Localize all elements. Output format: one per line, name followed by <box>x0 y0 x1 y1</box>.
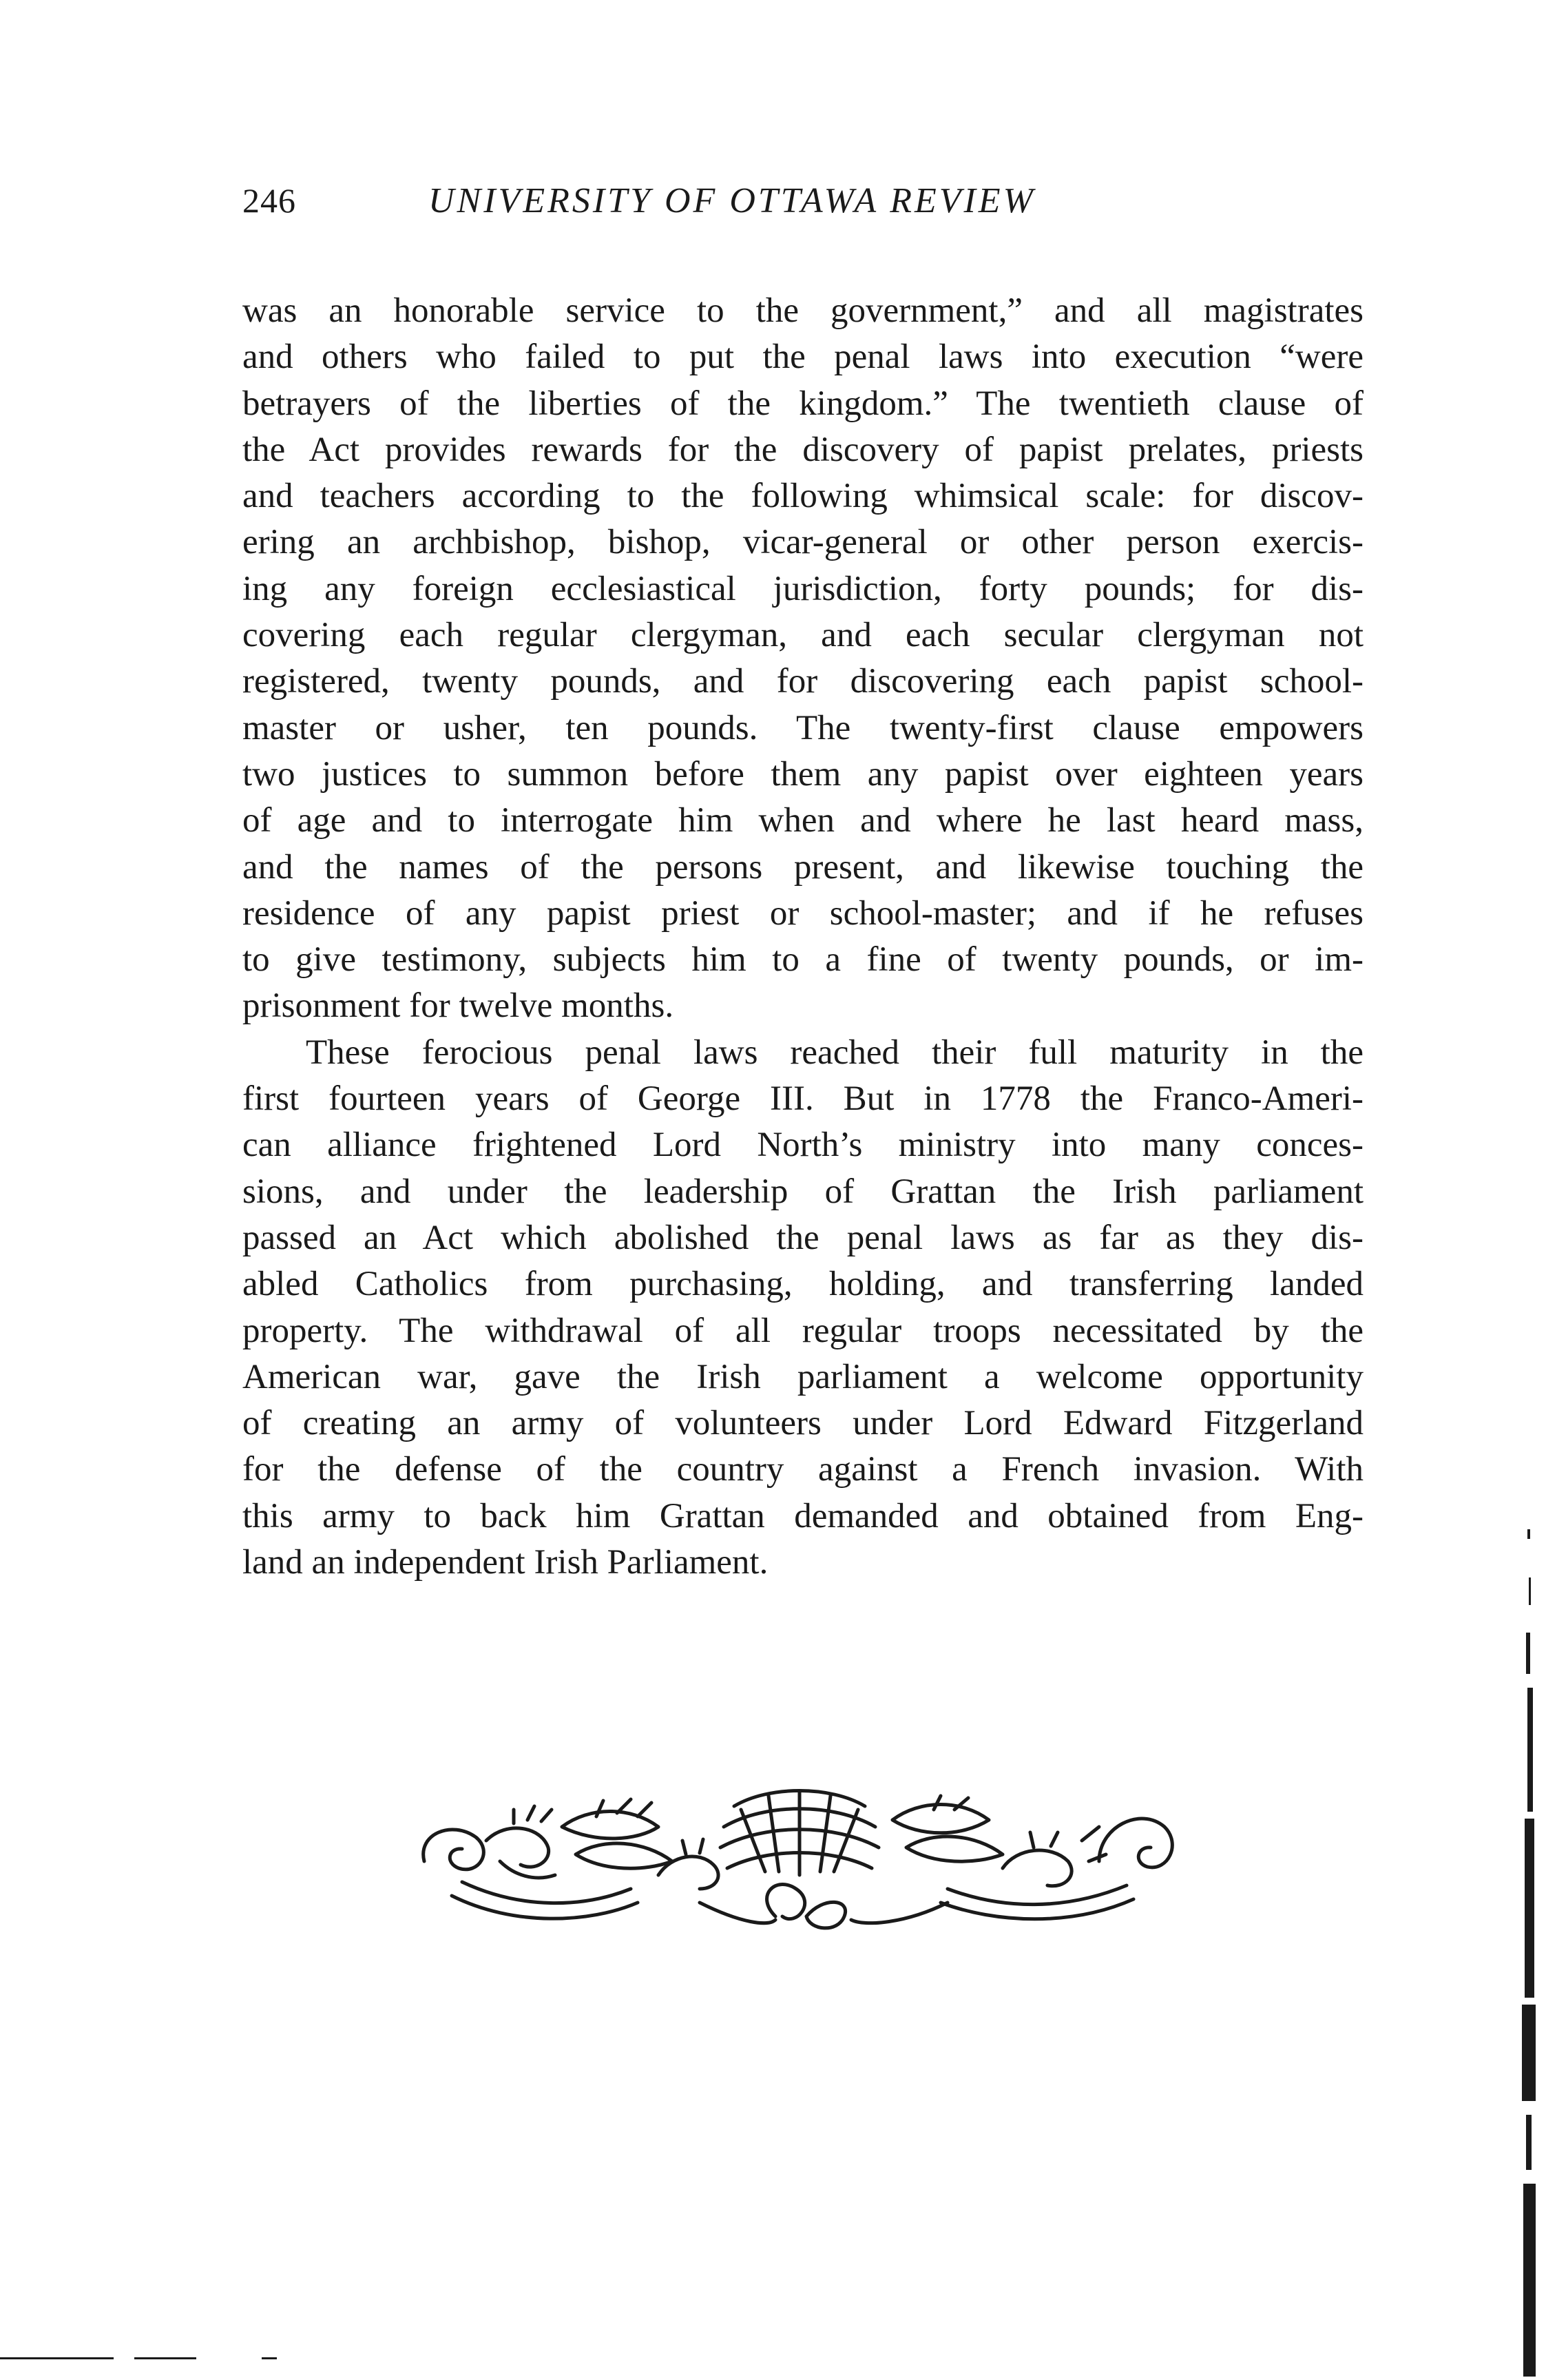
body-text <box>242 288 1364 1586</box>
text-line: passed an Act which abolished the penal laws as far as they dis- <box>242 1218 1364 1257</box>
text-line: land an independent Irish Parliament. <box>242 1543 769 1582</box>
text-line: and the names of the persons present, and likewise touching the <box>242 847 1364 887</box>
text-line: betrayers of the liberties of the kingdom.” The twentieth clause of <box>242 384 1364 423</box>
text-line: two justices to summon before them any papist over eighteen years <box>242 754 1364 794</box>
text-line: These ferocious penal laws reached their full maturity in the <box>306 1033 1364 1072</box>
page-number: 246 <box>242 181 296 220</box>
text-line: first fourteen years of George III. But in 1778 the Franco-Ameri- <box>242 1079 1364 1119</box>
running-title: UNIVERSITY OF OTTAWA REVIEW <box>428 181 1036 220</box>
page-header <box>242 180 1317 236</box>
text-line: ing any foreign ecclesiastical jurisdiction, forty pounds; for dis- <box>242 569 1364 608</box>
text-line: of creating an army of volunteers under Lord Edward Fitzgerland <box>242 1404 1364 1443</box>
text-line: ering an archbishop, bishop, vicar-general or other person exercis- <box>242 523 1364 562</box>
text-line: can alliance frightened Lord North’s ministry into many conces- <box>242 1126 1364 1165</box>
text-line: was an honorable service to the government,” and all magistrates <box>242 291 1364 330</box>
decorative-tailpiece-ornament <box>410 1779 1189 1944</box>
text-line: and others who failed to put the penal laws into execution “were <box>242 338 1364 377</box>
text-line: this army to back him Grattan demanded and obtained from Eng- <box>242 1496 1364 1535</box>
text-line: American war, gave the Irish parliament a welcome opportunity <box>242 1357 1364 1396</box>
scan-edge-marks <box>1481 1522 1546 2380</box>
text-line: for the defense of the country against a French invasion. With <box>242 1450 1364 1489</box>
text-line: and teachers according to the following whimsical scale: for discov- <box>242 477 1364 516</box>
paragraph <box>242 1030 1364 1586</box>
text-line: of age and to interrogate him when and where he last heard mass, <box>242 801 1364 840</box>
text-line: master or usher, ten pounds. The twenty-first clause empowers <box>242 708 1364 747</box>
text-line: sions, and under the leadership of Grattan the Irish parliament <box>242 1172 1364 1211</box>
text-line: residence of any papist priest or school-master; and if he refuses <box>242 893 1364 933</box>
text-line: prisonment for twelve months. <box>242 986 674 1026</box>
text-line: abled Catholics from purchasing, holding, and transferring landed <box>242 1265 1364 1304</box>
text-line: registered, twenty pounds, and for discovering each papist school- <box>242 662 1364 701</box>
text-line: property. The withdrawal of all regular troops necessitated by the <box>242 1311 1364 1350</box>
paragraph <box>242 288 1364 1030</box>
footer-rules <box>0 2355 289 2363</box>
text-line: covering each regular clergyman, and each secular clergyman not <box>242 616 1364 655</box>
text-line: the Act provides rewards for the discovery of papist prelates, priests <box>242 430 1364 469</box>
text-line: to give testimony, subjects him to a fine of twenty pounds, or im- <box>242 940 1364 980</box>
